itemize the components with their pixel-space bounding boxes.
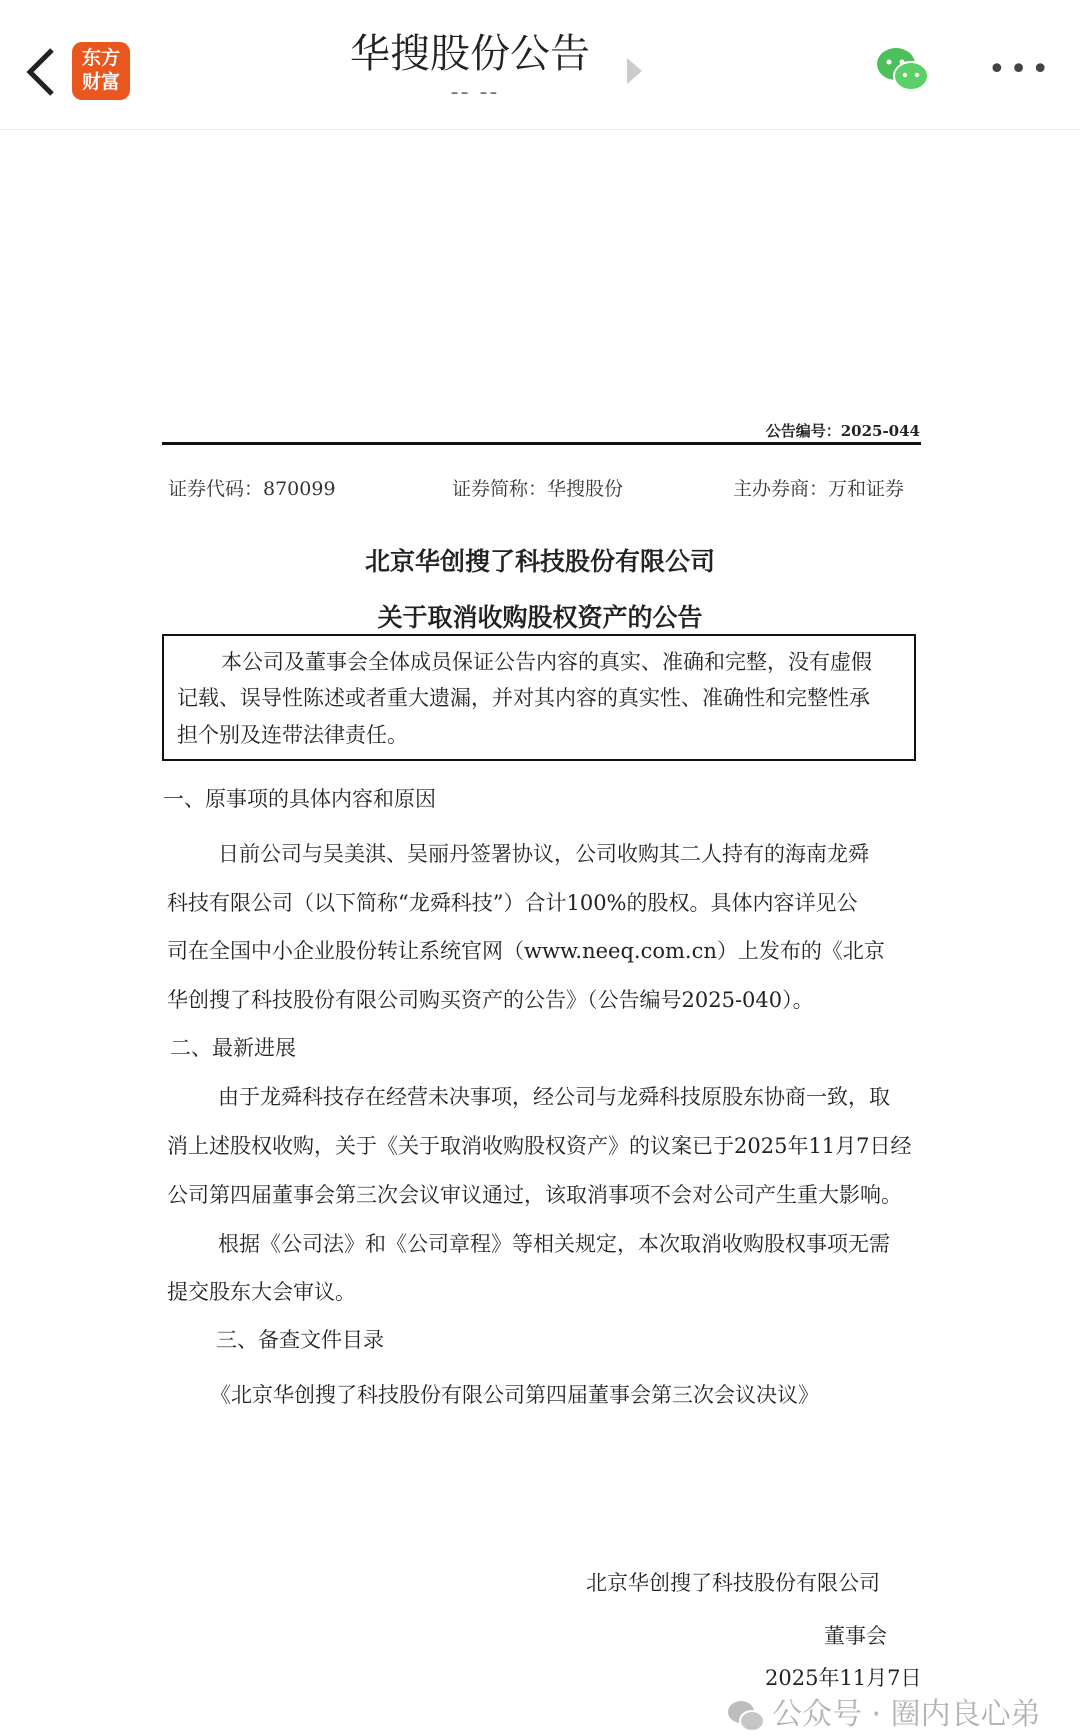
disclaimer-line: 担个别及连带法律责任。	[177, 723, 408, 747]
paragraph-line: 司在全国中小企业股份转让系统官网（www.neeq.com.cn）上发布的《北京	[167, 939, 885, 963]
divider	[162, 442, 921, 445]
page-subtitle: -- --	[450, 80, 500, 105]
watermark: 公众号 · 圈内良心弟	[772, 1697, 1041, 1732]
paragraph-line: 由于龙舜科技存在经营未决事项，经公司与龙舜科技原股东协商一致，取	[218, 1085, 890, 1109]
disclaimer-line: 本公司及董事会全体成员保证公告内容的真实、准确和完整，没有虚假	[221, 650, 872, 674]
security-code: 证券代码：870099	[168, 478, 336, 500]
section-heading-3: 三、备查文件目录	[216, 1328, 384, 1352]
play-icon[interactable]	[627, 58, 642, 84]
wechat-icon[interactable]	[874, 46, 932, 92]
app-logo	[72, 42, 130, 100]
reference-file: 《北京华创搜了科技股份有限公司第四届董事会第三次会议决议》	[210, 1383, 819, 1407]
logo-text-2: 财富	[81, 71, 120, 93]
logo-text-1: 东方	[81, 47, 120, 69]
sponsor-broker: 主办券商：万和证券	[733, 478, 905, 500]
paragraph-line: 消上述股权收购，关于《关于取消收购股权资产》的议案已于2025年11月7日经	[167, 1134, 912, 1158]
paragraph-line: 公司第四届董事会第三次会议审议通过，该取消事项不会对公司产生重大影响。	[167, 1183, 902, 1207]
paragraph-line: 根据《公司法》和《公司章程》等相关规定，本次取消收购股权事项无需	[218, 1232, 890, 1256]
security-short-name: 证券简称：华搜股份	[452, 478, 624, 500]
page-title: 华搜股份公告	[350, 31, 590, 77]
paragraph-line: 华创搜了科技股份有限公司购买资产的公告》（公告编号2025-040）。	[167, 988, 814, 1012]
signature-board: 董事会	[824, 1624, 887, 1648]
announcement-number: 公告编号：2025-044	[765, 422, 920, 440]
section-heading-1: 一、原事项的具体内容和原因	[163, 787, 436, 811]
wechat-watermark-icon	[726, 1699, 766, 1733]
paragraph-line: 提交股东大会审议。	[167, 1280, 356, 1304]
back-icon[interactable]	[22, 44, 62, 100]
doc-title-subject: 关于取消收购股权资产的公告	[377, 603, 703, 632]
signature-company: 北京华创搜了科技股份有限公司	[586, 1571, 880, 1595]
section-heading-2: 二、最新进展	[170, 1036, 296, 1060]
paragraph-line: 科技有限公司（以下简称“龙舜科技”）合计100%的股权。具体内容详见公	[167, 891, 858, 915]
doc-title-company: 北京华创搜了科技股份有限公司	[364, 547, 715, 576]
signature-date: 2025年11月7日	[765, 1666, 922, 1690]
paragraph-line: 日前公司与吴美淇、吴丽丹签署协议，公司收购其二人持有的海南龙舜	[218, 842, 869, 866]
disclaimer-line: 记载、误导性陈述或者重大遗漏，并对其内容的真实性、准确性和完整性承	[177, 686, 870, 710]
app-header	[0, 0, 1080, 130]
more-icon[interactable]: •••	[988, 52, 1054, 87]
